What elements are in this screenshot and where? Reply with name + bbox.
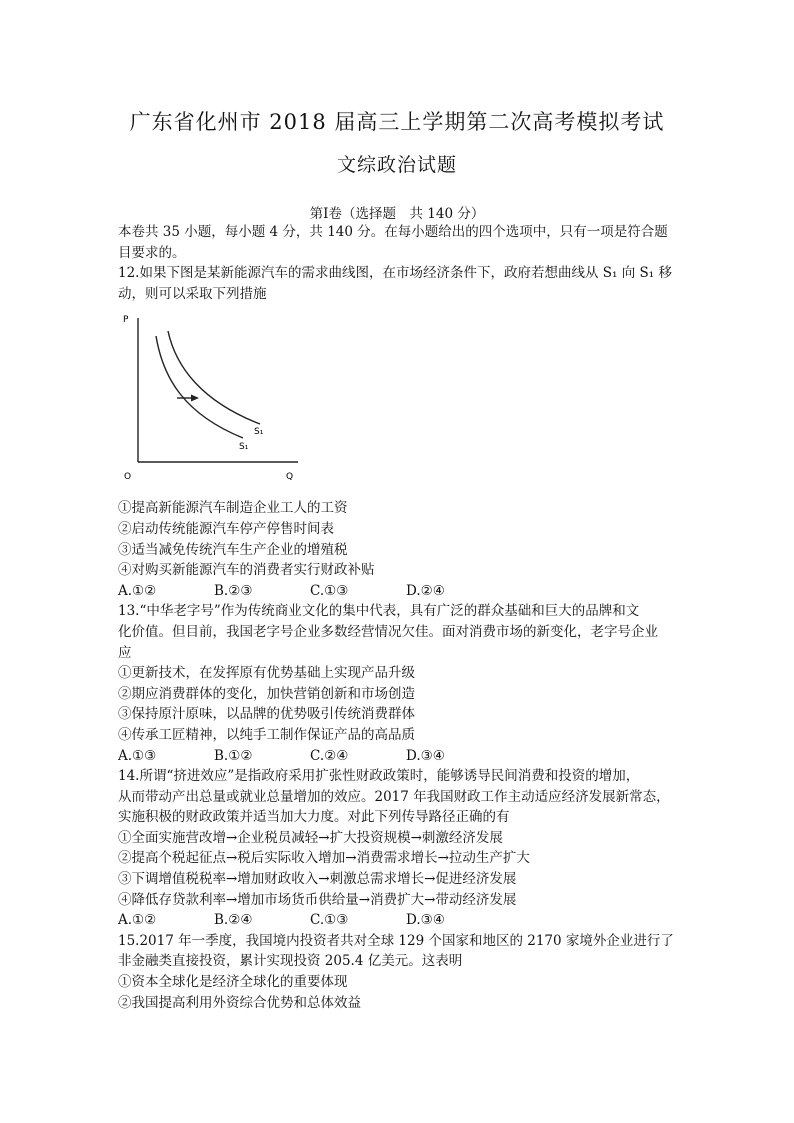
question-13-stem-cont: 化价值。但目前，我国老字号企业多数经营情况欠佳。面对消费市场的新变化，老字号企业 xyxy=(118,623,658,640)
question-14-item-1: ①全面实施营改增→企业税员减轻→扩大投资规模→刺激经济发展 xyxy=(118,829,503,846)
option-c: C.①③ xyxy=(310,582,349,599)
question-14-item-2: ②提高个税起征点→税后实际收入增加→消费需求增长→拉动生产扩大 xyxy=(118,850,530,867)
curve-s-upper xyxy=(168,331,260,424)
curve-label-lower: S₁ xyxy=(239,442,249,453)
question-14-stem-cont: 从而带动产出总量或就业总量增加的效应。2017 年我国财政工作主动适应经济发展新常态， xyxy=(118,788,670,805)
axis-label-q: Q xyxy=(286,472,294,483)
axis-label-o: O xyxy=(124,472,132,483)
demand-curve-figure xyxy=(118,306,318,494)
option-d: D.③④ xyxy=(406,747,445,764)
question-12-item-3: ③适当减免传统汽车生产企业的增殖税 xyxy=(118,541,348,558)
option-c: C.①③ xyxy=(310,912,349,929)
axis-label-p: P xyxy=(123,315,129,326)
question-15-stem: 15.2017 年一季度，我国境内投资者共对全球 129 个国家和地区的 2170 家境外企业进行了 xyxy=(118,932,674,949)
option-d: D.②④ xyxy=(406,582,445,599)
section-intro: 本卷共 35 小题，每小题 4 分，共 140 分。在每小题给出的四个选项中，只有一项是符合题 xyxy=(118,224,668,240)
option-c: C.②④ xyxy=(310,747,349,764)
curve-label-upper: S₁ xyxy=(254,427,264,438)
question-13-item-4: ④传承工匠精神，以纯手工制作保证产品的高品质 xyxy=(118,726,415,743)
question-14-stem: 14.所谓“挤进效应”是指政府采用扩张性财政政策时，能够诱导民间消费和投资的增加， xyxy=(118,768,640,785)
section-heading: 第Ⅰ卷（选择题 共 140 分） xyxy=(309,206,485,222)
option-a: A.①② xyxy=(118,582,157,599)
question-13-item-2: ②期应消费群体的变化，加快营销创新和市场创造 xyxy=(118,685,415,702)
question-12-options xyxy=(118,581,678,602)
question-14-item-3: ③下调增值税税率→增加财政收入→刺激总需求增长→促进经济发展 xyxy=(118,871,517,888)
question-12-stem: 12.如果下图是某新能源汽车的需求曲线图，在市场经济条件下，政府若想曲线从 S₁ 向 S₁ 移 xyxy=(118,265,672,282)
question-15-item-2: ②我国提高利用外资综合优势和总体效益 xyxy=(118,994,361,1011)
question-14-options xyxy=(118,910,678,931)
option-b: B.②④ xyxy=(214,912,253,929)
question-12-stem-cont: 动，则可以采取下列措施 xyxy=(118,285,267,302)
question-14-item-4: ④降低存贷款利率→增加市场货币供给量→消费扩大→带动经济发展 xyxy=(118,891,517,908)
question-13-stem: 13.“中华老字号”作为传统商业文化的集中代表，具有广泛的群众基础和巨大的品牌和文 xyxy=(118,603,640,620)
question-13-stem-end: 应 xyxy=(118,644,132,661)
exam-content xyxy=(118,222,678,1013)
page-subtitle: 文综政治试题 xyxy=(336,154,457,176)
question-15-item-1: ①资本全球化是经济全球化的重要体现 xyxy=(118,974,348,991)
option-a: A.①② xyxy=(118,912,157,929)
option-b: B.②③ xyxy=(214,582,253,599)
demand-curve-diagram xyxy=(118,306,318,494)
question-12-item-1: ①提高新能源汽车制造企业工人的工资 xyxy=(118,500,348,517)
shift-arrow-head xyxy=(191,395,199,402)
question-13-item-1: ①更新技术，在发挥原有优势基础上实现产品升级 xyxy=(118,665,415,682)
option-d: D.③④ xyxy=(406,912,445,929)
question-12-item-4: ④对购买新能源汽车的消费者实行财政补贴 xyxy=(118,562,375,579)
page-title: 广东省化州市 2018 届高三上学期第二次高考模拟考试 xyxy=(129,110,665,134)
option-a: A.①③ xyxy=(118,747,157,764)
question-13-item-3: ③保持原汁原味，以品牌的优势吸引传统消费群体 xyxy=(118,706,415,723)
question-14-stem-end: 实施积极的财政政策并适当加大力度。对此下列传导路径正确的有 xyxy=(118,809,510,826)
section-intro-cont: 目要求的。 xyxy=(118,244,186,261)
question-13-options xyxy=(118,746,678,767)
question-15-stem-cont: 非金融类直接投资，累计实现投资 205.4 亿美元。这表明 xyxy=(118,953,463,970)
question-12-item-2: ②启动传统能源汽车停产停售时间表 xyxy=(118,520,334,537)
option-b: B.①② xyxy=(214,747,253,764)
